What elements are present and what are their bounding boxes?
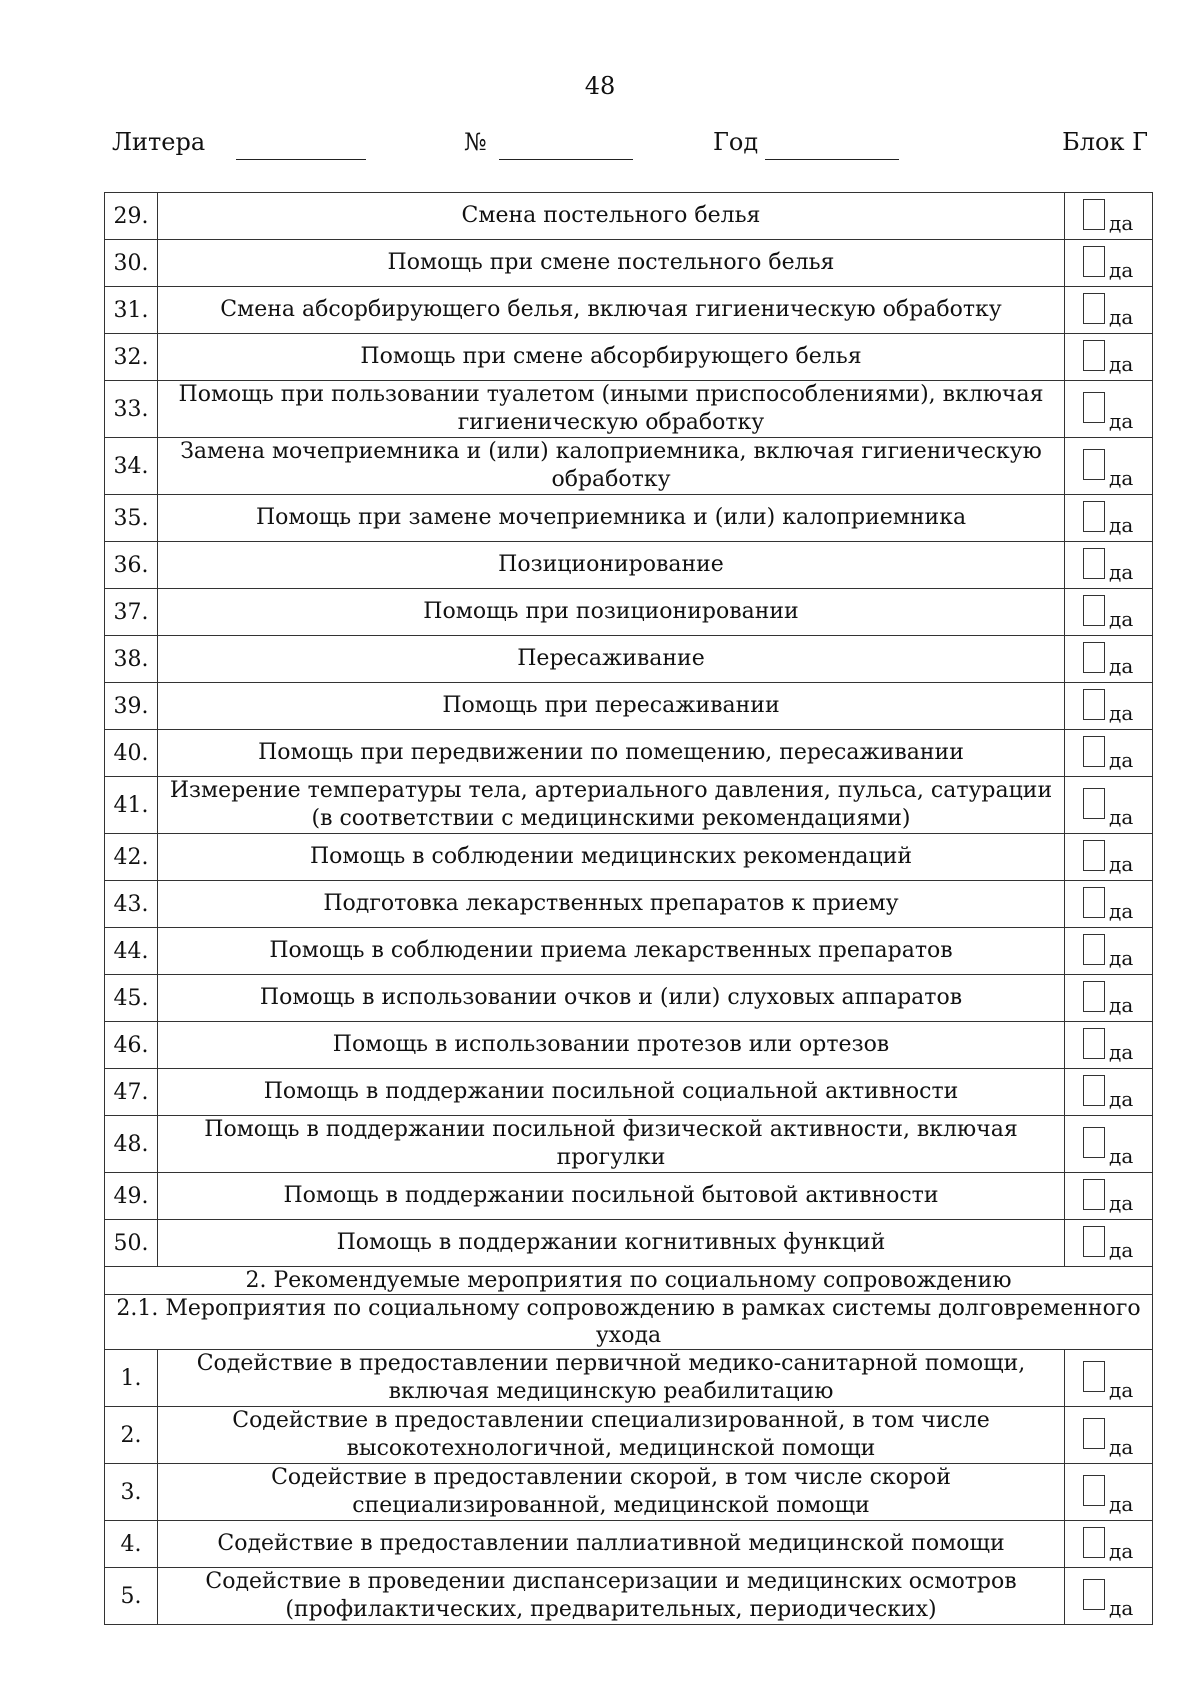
row-number: 37. bbox=[105, 589, 158, 636]
yes-checkbox[interactable] bbox=[1083, 736, 1105, 767]
row-text: Помощь в соблюдении медицинских рекомендаций bbox=[158, 834, 1065, 881]
table-row bbox=[105, 1069, 1153, 1116]
row-text: Помощь в использовании протезов или ортезов bbox=[158, 1022, 1065, 1069]
year-field[interactable] bbox=[765, 159, 899, 160]
row-number: 47. bbox=[105, 1069, 158, 1116]
table-row bbox=[105, 334, 1153, 381]
row-number: 36. bbox=[105, 542, 158, 589]
row-number: 29. bbox=[105, 193, 158, 240]
yes-label: да bbox=[1109, 352, 1134, 376]
yes-checkbox[interactable] bbox=[1083, 501, 1105, 532]
section-title-row bbox=[105, 1267, 1153, 1295]
row-number: 1. bbox=[105, 1350, 158, 1407]
yes-checkbox[interactable] bbox=[1083, 1361, 1105, 1392]
row-text: Содействие в предоставлении паллиативной медицинской помощи bbox=[158, 1521, 1065, 1568]
yes-label: да bbox=[1109, 748, 1134, 772]
row-number: 40. bbox=[105, 730, 158, 777]
yes-checkbox[interactable] bbox=[1083, 548, 1105, 579]
row-text: Помощь в поддержании посильной социальной активности bbox=[158, 1069, 1065, 1116]
table-row bbox=[105, 683, 1153, 730]
table-row bbox=[105, 193, 1153, 240]
yes-checkbox[interactable] bbox=[1083, 840, 1105, 871]
litera-field[interactable] bbox=[236, 159, 366, 160]
yes-label: да bbox=[1109, 560, 1134, 584]
yes-checkbox[interactable] bbox=[1083, 642, 1105, 673]
table-row bbox=[105, 1116, 1153, 1173]
section-headings bbox=[105, 1267, 1153, 1350]
row-text: Помощь при пользовании туалетом (иными приспособлениями), включая гигиеническую обработку bbox=[158, 381, 1065, 438]
yes-checkbox[interactable] bbox=[1083, 293, 1105, 324]
yes-checkbox-cell bbox=[1065, 1407, 1153, 1464]
table-row bbox=[105, 834, 1153, 881]
subsection-title-row bbox=[105, 1295, 1153, 1350]
number-field[interactable] bbox=[499, 159, 633, 160]
yes-checkbox[interactable] bbox=[1083, 1075, 1105, 1106]
litera-label: Литера bbox=[112, 128, 206, 156]
yes-checkbox-cell bbox=[1065, 1568, 1153, 1625]
yes-label: да bbox=[1109, 1087, 1134, 1111]
year-label: Год bbox=[713, 128, 759, 156]
row-text: Помощь при позиционировании bbox=[158, 589, 1065, 636]
row-number: 34. bbox=[105, 438, 158, 495]
social-support-table bbox=[105, 1350, 1153, 1625]
yes-checkbox-cell bbox=[1065, 730, 1153, 777]
row-text: Смена постельного белья bbox=[158, 193, 1065, 240]
yes-label: да bbox=[1109, 1378, 1134, 1402]
yes-checkbox-cell bbox=[1065, 683, 1153, 730]
yes-checkbox[interactable] bbox=[1083, 1475, 1105, 1506]
yes-checkbox[interactable] bbox=[1083, 887, 1105, 918]
row-text: Пересаживание bbox=[158, 636, 1065, 683]
number-label: № bbox=[464, 128, 487, 156]
yes-checkbox-cell bbox=[1065, 636, 1153, 683]
row-number: 39. bbox=[105, 683, 158, 730]
row-text: Помощь при смене абсорбирующего белья bbox=[158, 334, 1065, 381]
row-number: 4. bbox=[105, 1521, 158, 1568]
subsection-title: 2.1. Мероприятия по социальному сопровождению в рамках системы долговременного ухода bbox=[105, 1295, 1153, 1350]
row-text: Помощь в поддержании посильной бытовой активности bbox=[158, 1173, 1065, 1220]
table-row bbox=[105, 589, 1153, 636]
yes-checkbox-cell bbox=[1065, 193, 1153, 240]
yes-checkbox[interactable] bbox=[1083, 1527, 1105, 1558]
row-text: Содействие в предоставлении скорой, в том числе скорой специализированной, медицинской помощи bbox=[158, 1464, 1065, 1521]
yes-checkbox[interactable] bbox=[1083, 246, 1105, 277]
row-number: 5. bbox=[105, 1568, 158, 1625]
form-header bbox=[112, 128, 1148, 164]
row-number: 32. bbox=[105, 334, 158, 381]
yes-label: да bbox=[1109, 1040, 1134, 1064]
yes-checkbox-cell bbox=[1065, 495, 1153, 542]
yes-label: да bbox=[1109, 466, 1134, 490]
row-text: Содействие в предоставлении специализированной, в том числе высокотехнологичной, медицинской помощи bbox=[158, 1407, 1065, 1464]
table-row bbox=[105, 1568, 1153, 1625]
yes-checkbox-cell bbox=[1065, 381, 1153, 438]
yes-label: да bbox=[1109, 993, 1134, 1017]
row-text: Содействие в предоставлении первичной медико-санитарной помощи, включая медицинскую реабилитацию bbox=[158, 1350, 1065, 1407]
table-row bbox=[105, 1173, 1153, 1220]
table-row bbox=[105, 542, 1153, 589]
yes-label: да bbox=[1109, 607, 1134, 631]
table-row bbox=[105, 438, 1153, 495]
row-number: 43. bbox=[105, 881, 158, 928]
row-text: Замена мочеприемника и (или) калоприемника, включая гигиеническую обработку bbox=[158, 438, 1065, 495]
yes-checkbox-cell bbox=[1065, 240, 1153, 287]
yes-checkbox[interactable] bbox=[1083, 340, 1105, 371]
yes-label: да bbox=[1109, 654, 1134, 678]
yes-label: да bbox=[1109, 1492, 1134, 1516]
row-number: 42. bbox=[105, 834, 158, 881]
row-text: Помощь в поддержании когнитивных функций bbox=[158, 1220, 1065, 1267]
row-text: Измерение температуры тела, артериального давления, пульса, сатурации (в соответствии с медицинскими рекомендациями) bbox=[158, 777, 1065, 834]
row-number: 48. bbox=[105, 1116, 158, 1173]
yes-checkbox-cell bbox=[1065, 1069, 1153, 1116]
yes-checkbox-cell bbox=[1065, 928, 1153, 975]
yes-label: да bbox=[1109, 899, 1134, 923]
row-text: Помощь в соблюдении приема лекарственных препаратов bbox=[158, 928, 1065, 975]
yes-checkbox-cell bbox=[1065, 975, 1153, 1022]
care-items-table bbox=[105, 193, 1153, 1267]
yes-checkbox-cell bbox=[1065, 1022, 1153, 1069]
yes-checkbox-cell bbox=[1065, 542, 1153, 589]
yes-checkbox[interactable] bbox=[1083, 1418, 1105, 1449]
table-row bbox=[105, 636, 1153, 683]
row-text: Помощь при замене мочеприемника и (или) калоприемника bbox=[158, 495, 1065, 542]
yes-label: да bbox=[1109, 1435, 1134, 1459]
yes-label: да bbox=[1109, 1596, 1134, 1620]
table-row bbox=[105, 1022, 1153, 1069]
yes-checkbox-cell bbox=[1065, 287, 1153, 334]
yes-checkbox[interactable] bbox=[1083, 1127, 1105, 1158]
row-number: 3. bbox=[105, 1464, 158, 1521]
yes-label: да bbox=[1109, 946, 1134, 970]
yes-label: да bbox=[1109, 805, 1134, 829]
table-row bbox=[105, 381, 1153, 438]
yes-checkbox[interactable] bbox=[1083, 1226, 1105, 1257]
row-text: Помощь при передвижении по помещению, пересаживании bbox=[158, 730, 1065, 777]
table-row bbox=[105, 495, 1153, 542]
yes-checkbox-cell bbox=[1065, 589, 1153, 636]
yes-checkbox-cell bbox=[1065, 834, 1153, 881]
yes-label: да bbox=[1109, 852, 1134, 876]
row-number: 49. bbox=[105, 1173, 158, 1220]
yes-checkbox[interactable] bbox=[1083, 934, 1105, 965]
row-number: 31. bbox=[105, 287, 158, 334]
table-row bbox=[105, 1220, 1153, 1267]
yes-checkbox[interactable] bbox=[1083, 689, 1105, 720]
row-number: 38. bbox=[105, 636, 158, 683]
yes-label: да bbox=[1109, 1144, 1134, 1168]
yes-checkbox-cell bbox=[1065, 1220, 1153, 1267]
yes-checkbox[interactable] bbox=[1083, 1579, 1105, 1610]
row-number: 44. bbox=[105, 928, 158, 975]
section-title: 2. Рекомендуемые мероприятия по социальному сопровождению bbox=[105, 1267, 1153, 1295]
yes-checkbox[interactable] bbox=[1083, 1028, 1105, 1059]
block-label: Блок Г bbox=[1062, 128, 1148, 156]
row-text: Помощь в поддержании посильной физической активности, включая прогулки bbox=[158, 1116, 1065, 1173]
row-text: Помощь при смене постельного белья bbox=[158, 240, 1065, 287]
yes-label: да bbox=[1109, 409, 1134, 433]
table-row bbox=[105, 287, 1153, 334]
form-table bbox=[104, 192, 1153, 1625]
yes-label: да bbox=[1109, 211, 1134, 235]
yes-checkbox-cell bbox=[1065, 881, 1153, 928]
row-text: Содействие в проведении диспансеризации и медицинских осмотров (профилактических, предварительных, периодических) bbox=[158, 1568, 1065, 1625]
yes-label: да bbox=[1109, 1191, 1134, 1215]
table-row bbox=[105, 1521, 1153, 1568]
yes-label: да bbox=[1109, 1238, 1134, 1262]
yes-checkbox-cell bbox=[1065, 1464, 1153, 1521]
row-number: 46. bbox=[105, 1022, 158, 1069]
yes-label: да bbox=[1109, 258, 1134, 282]
yes-checkbox[interactable] bbox=[1083, 1179, 1105, 1210]
yes-label: да bbox=[1109, 701, 1134, 725]
table-row bbox=[105, 881, 1153, 928]
yes-checkbox-cell bbox=[1065, 1521, 1153, 1568]
yes-checkbox-cell bbox=[1065, 334, 1153, 381]
row-number: 33. bbox=[105, 381, 158, 438]
table-row bbox=[105, 1464, 1153, 1521]
table-row bbox=[105, 928, 1153, 975]
table-row bbox=[105, 1407, 1153, 1464]
table-row bbox=[105, 240, 1153, 287]
yes-checkbox[interactable] bbox=[1083, 199, 1105, 230]
table-row bbox=[105, 730, 1153, 777]
yes-checkbox[interactable] bbox=[1083, 788, 1105, 819]
yes-label: да bbox=[1109, 513, 1134, 537]
row-text: Позиционирование bbox=[158, 542, 1065, 589]
row-number: 30. bbox=[105, 240, 158, 287]
yes-checkbox[interactable] bbox=[1083, 449, 1105, 480]
table-row bbox=[105, 975, 1153, 1022]
row-number: 41. bbox=[105, 777, 158, 834]
yes-checkbox-cell bbox=[1065, 1350, 1153, 1407]
yes-checkbox-cell bbox=[1065, 1116, 1153, 1173]
row-text: Помощь в использовании очков и (или) слуховых аппаратов bbox=[158, 975, 1065, 1022]
row-number: 35. bbox=[105, 495, 158, 542]
yes-label: да bbox=[1109, 305, 1134, 329]
yes-checkbox[interactable] bbox=[1083, 595, 1105, 626]
table-row bbox=[105, 777, 1153, 834]
yes-label: да bbox=[1109, 1539, 1134, 1563]
row-text: Подготовка лекарственных препаратов к приему bbox=[158, 881, 1065, 928]
yes-checkbox-cell bbox=[1065, 777, 1153, 834]
row-number: 45. bbox=[105, 975, 158, 1022]
yes-checkbox-cell bbox=[1065, 1173, 1153, 1220]
page-number: 48 bbox=[584, 72, 616, 100]
yes-checkbox[interactable] bbox=[1083, 981, 1105, 1012]
row-number: 2. bbox=[105, 1407, 158, 1464]
row-text: Помощь при пересаживании bbox=[158, 683, 1065, 730]
table-row bbox=[105, 1350, 1153, 1407]
yes-checkbox-cell bbox=[1065, 438, 1153, 495]
yes-checkbox[interactable] bbox=[1083, 392, 1105, 423]
row-number: 50. bbox=[105, 1220, 158, 1267]
row-text: Смена абсорбирующего белья, включая гигиеническую обработку bbox=[158, 287, 1065, 334]
